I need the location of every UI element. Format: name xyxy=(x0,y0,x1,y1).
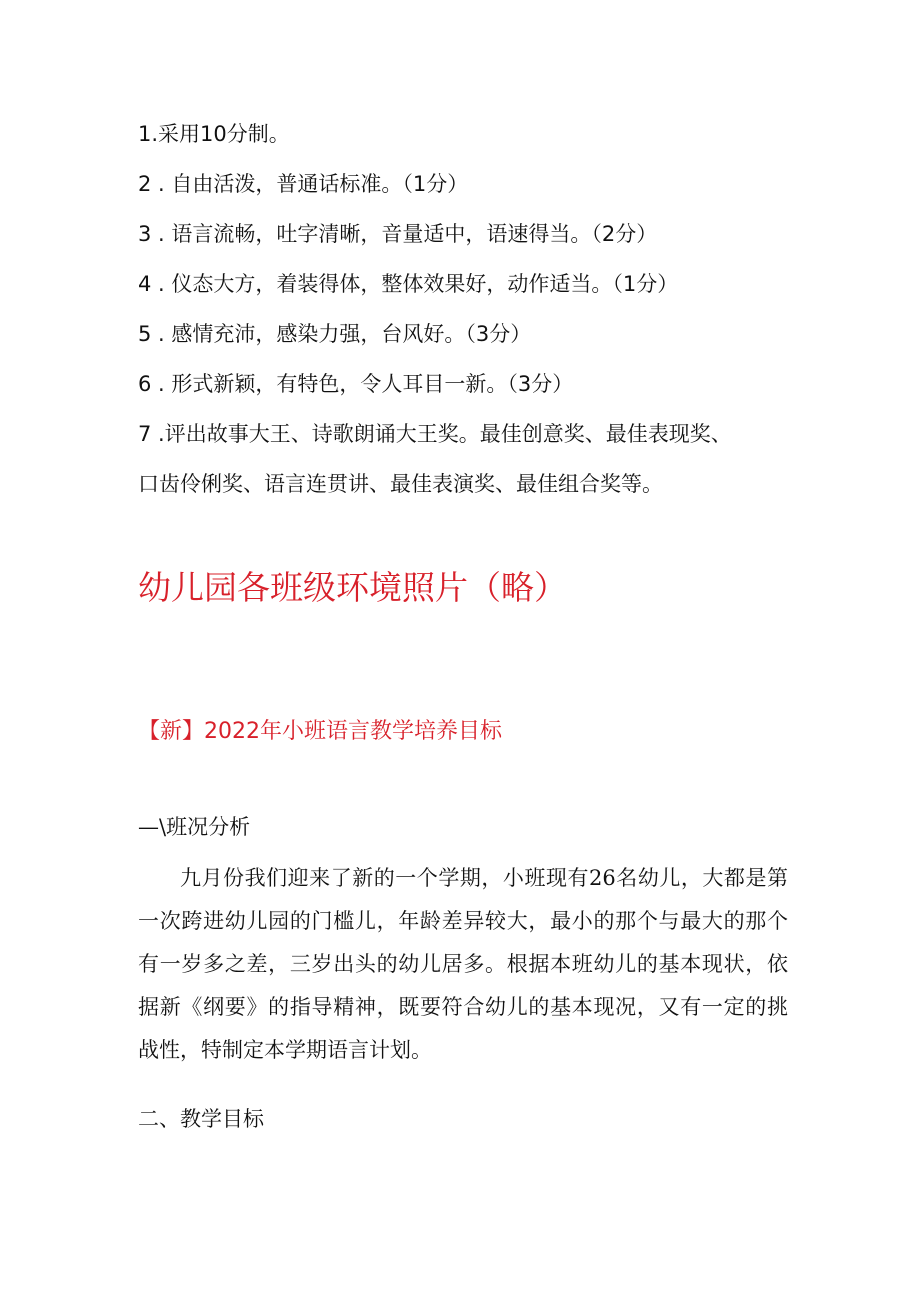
rule-item-2: 2 . 自由活泼，普通话标准。（1分） xyxy=(138,172,469,196)
rule-item-7: 7 .评出故事大王、诗歌朗诵大王奖。最佳创意奖、最佳表现奖、 xyxy=(138,422,732,446)
rule-item-3: 3 . 语言流畅，吐字清晰，音量适中，语速得当。（2分） xyxy=(138,222,658,246)
section-title-class-analysis: —\班况分析 xyxy=(138,815,251,839)
rule-item-4: 4 . 仪态大方，着装得体，整体效果好，动作适当。（1分） xyxy=(138,272,679,296)
photos-heading: 幼儿园各班级环境照片（略） xyxy=(138,568,567,607)
class-analysis-paragraph: 九月份我们迎来了新的一个学期，小班现有26名幼儿，大都是第一次跨进幼儿园的门槛儿，年龄差异较大，最小的那个与最大的那个有一岁多之差，三岁出头的幼儿居多。根据本班幼儿的基本现状，依据新《纲要》的指导精神，既要符合幼儿的基本现况，又有一定的挑战性，特制定本学期语言计划。 xyxy=(138,866,788,1062)
rule-item-5: 5 . 感情充沛，感染力强，台风好。（3分） xyxy=(138,322,532,346)
rule-item-6: 6 . 形式新颖，有特色，令人耳目一新。（3分） xyxy=(138,372,574,396)
section-title-teaching-goals: 二、教学目标 xyxy=(138,1107,264,1131)
rule-item-1: 1.采用10分制。 xyxy=(138,122,290,146)
article-title: 【新】2022年小班语言教学培养目标 xyxy=(138,719,502,744)
rule-item-7-continued: 口齿伶俐奖、语言连贯讲、最佳表演奖、最佳组合奖等。 xyxy=(138,472,663,496)
